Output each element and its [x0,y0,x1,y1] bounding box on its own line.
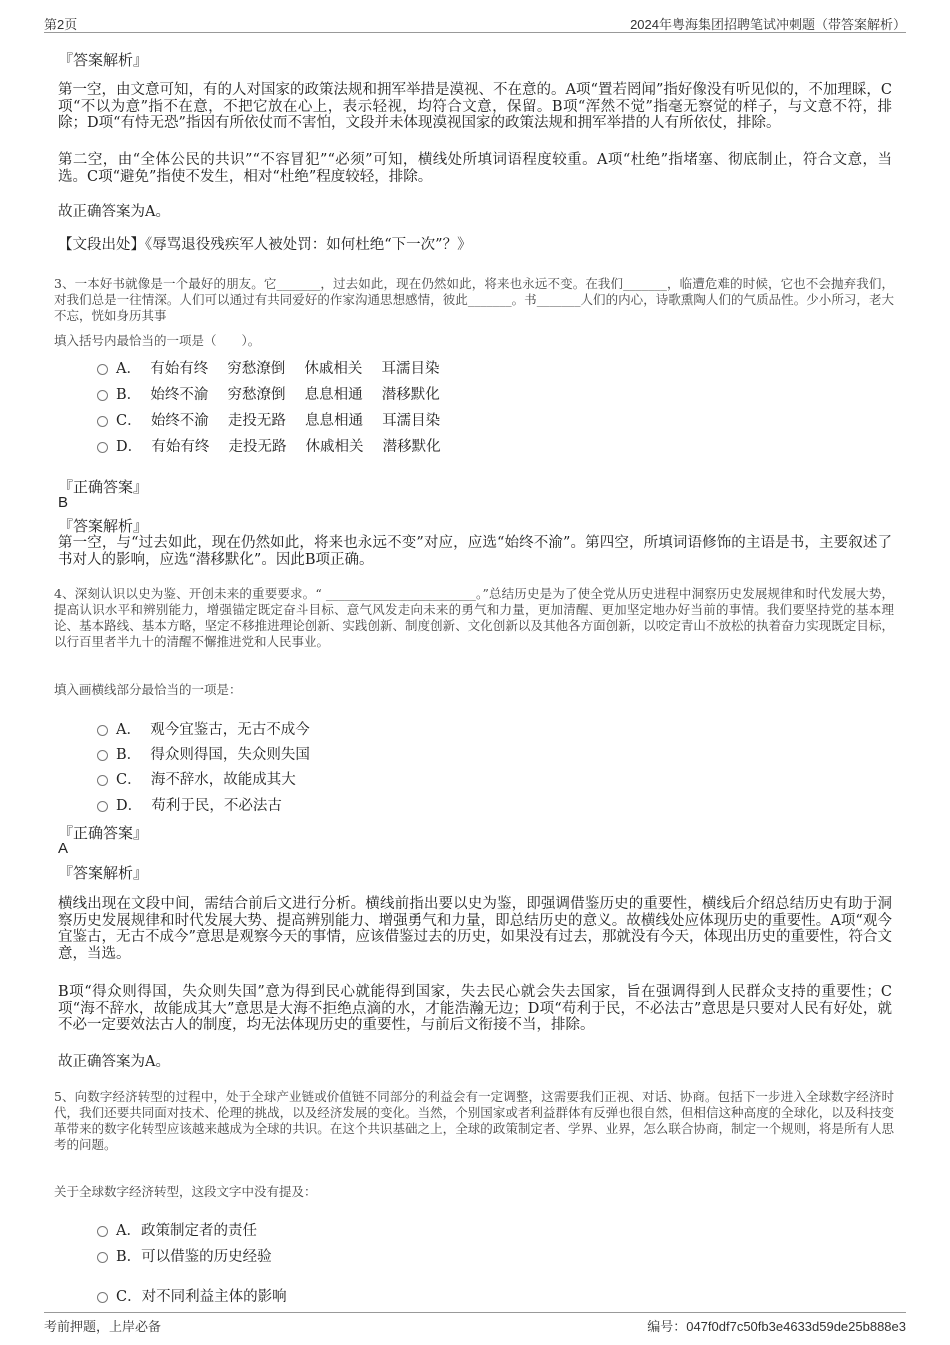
q2-analysis-p1: 第一空，由文意可知，有的人对国家的政策法规和拥军举措是漠视、不在意的。A项“置若罔闻”指好像没有听见似的，不加理睬，C项“不以为意”指不在意，不把它放在心上，表示轻视，均符合文意，保留。B项“浑然不觉”指毫无察觉的样子，与文意不符，排除；D项“有恃无恐”指因有所依仗而不害怕，文段并未体现漠视国家的政策法规和拥军举措的人有所依仗，排除。 [58,82,892,131]
q4-analysis-p2: B项“得众则得国，失众则失国”意为得到民心就能得到国家，失去民心就会失去国家，旨在强调得到人民群众支持的重要性；C项“海不辞水，故能成其大”意思是大海不拒绝点滴的水，才能浩瀚无边；D项“苟利于民，不必法古”意思是只要对人民有好处，就不必一定要效法古人的制度，均无法体现历史的重要性，与前后文衔接不当，排除。 [58,984,892,1033]
radio-icon[interactable] [97,750,108,761]
q2-analysis-p2: 第二空，由“全体公民的共识”“不容冒犯”“必须”可知，横线处所填词语程度较重。A项“杜绝”指堵塞、彻底制止，符合文意，当选。C项“避免”指使不发生，相对“杜绝”程度较轻，排除。 [58,152,892,185]
q3-instruction: 填入括号内最恰当的一项是（ ）。 [54,333,261,348]
radio-icon[interactable] [97,364,108,375]
q4-answer-line: 故正确答案为A。 [58,1054,170,1070]
q4-correct-tag: 『正确答案』 [58,824,149,842]
q4-instruction: 填入画横线部分最恰当的一项是： [54,682,242,697]
radio-icon[interactable] [97,725,108,736]
q4-stem: 4、深刻认识以史为鉴、开创未来的重要要求。“ ________________________。”总结历史是为了使全党从历史进程中洞察历史发展规律和时代发展大势，提高认识水平和辨别能力，增强锚定既定奋斗目标、意气风发走向未来的勇气和力量，更加清醒、更加坚定地办好当前的事情。我们要坚持党的基本理论、基本路线、基本方略，坚定不移推进理论创新、实践创新、制度创新、文化创新以及其他各方面创新，以咬定青山不放松的执着奋力实现既定目标，以行百里者半九十的清醒不懈推进党和人民事业。 [54,586,894,649]
q3-option-d[interactable]: D． 有始有终 走投无路 休戚相关 潜移默化 [97,435,441,456]
footer-slogan: 考前押题，上岸必备 [44,1319,162,1334]
radio-icon[interactable] [97,416,108,427]
q2-answer-line: 故正确答案为A。 [58,204,170,220]
q5-instruction: 关于全球数字经济转型，这段文字中没有提及： [54,1184,317,1199]
page-number: 第2页 [44,17,78,32]
q5-stem: 5、向数字经济转型的过程中，处于全球产业链或价值链不同部分的利益会有一定调整，这需要我们正视、对话、协商。包括下一步进入全球数字经济时代，我们还要共同面对技术、伦理的挑战，以及经济发展的变化。当然，个别国家或者利益群体有反弹也很自然，但相信这种高度的全球化，以及科技变革带来的数字化转型应该越来越成为全球的共识。在这个共识基础之上，全球的政策制定者、学界、业界，怎么联合协商，制定一个规则，将是所有人思考的问题。 [54,1089,894,1152]
q5-option-a[interactable]: A．政策制定者的责任 [97,1219,257,1240]
page-footer [44,1312,906,1333]
q4-analysis-tag: 『答案解析』 [58,864,149,882]
q3-analysis-tag: 『答案解析』 [58,517,149,535]
radio-icon[interactable] [97,442,108,453]
q5-option-b[interactable]: B．可以借鉴的历史经验 [97,1245,272,1266]
q3-analysis: 第一空，与“过去如此，现在仍然如此，将来也永远不变”对应，应选“始终不渝”。第四空，所填词语修饰的主语是书，主要叙述了书对人的影响，应选“潜移默化”。因此B项正确。 [58,535,892,568]
q2-source: 【文段出处】《辱骂退役残疾军人被处罚：如何杜绝“下一次”？》 [58,237,472,253]
radio-icon[interactable] [97,1292,108,1303]
document-id: 编号：047f0df7c50fb3e4633d59de25b888e3 [647,1319,906,1334]
q3-correct-tag: 『正确答案』 [58,478,149,496]
q4-answer: A [58,840,69,857]
page-header [44,12,906,33]
q3-option-b[interactable]: B． 始终不渝 穷愁潦倒 息息相通 潜移默化 [97,383,440,404]
q4-option-b[interactable]: B． 得众则得国，失众则失国 [97,743,310,764]
q4-option-a[interactable]: A． 观今宜鉴古，无古不成今 [97,718,310,739]
radio-icon[interactable] [97,801,108,812]
q4-option-c[interactable]: C． 海不辞水，故能成其大 [97,768,296,789]
q3-option-a[interactable]: A． 有始有终 穷愁潦倒 休戚相关 耳濡目染 [97,357,440,378]
q3-option-c[interactable]: C． 始终不渝 走投无路 息息相通 耳濡目染 [97,409,440,430]
q4-analysis-p1: 横线出现在文段中间，需结合前后文进行分析。横线前指出要以史为鉴，即强调借鉴历史的重要性，横线后介绍总结历史有助于洞察历史发展规律和时代发展大势、提高辨别能力、增强勇气和力量，即总结历史的意义。故横线处应体现历史的重要性。A项“观今宜鉴古，无古不成今”意思是观察今天的事情，应该借鉴过去的历史，如果没有过去，那就没有今天，体现出历史的重要性，符合文意，当选。 [58,896,892,962]
radio-icon[interactable] [97,775,108,786]
radio-icon[interactable] [97,1252,108,1263]
q2-analysis-tag: 『答案解析』 [58,51,149,69]
radio-icon[interactable] [97,1226,108,1237]
document-title: 2024年粤海集团招聘笔试冲刺题（带答案解析） [630,17,906,32]
radio-icon[interactable] [97,390,108,401]
q5-option-c[interactable]: C．对不同利益主体的影响 [97,1285,287,1306]
q3-answer: B [58,494,69,511]
q4-option-d[interactable]: D． 苟利于民，不必法古 [97,794,282,815]
q3-stem: 3、一本好书就像是一个最好的朋友。它_______，过去如此，现在仍然如此，将来也永远不变。在我们_______，临遭危难的时候，它也不会抛弃我们，对我们总是一往情深。人们可以通过有共同爱好的作家沟通思想感情，彼此_______。书_______人们的内心，诗歌熏陶人们的气质品性。少小所习，老大不忘，恍如身历其事 [54,276,894,323]
